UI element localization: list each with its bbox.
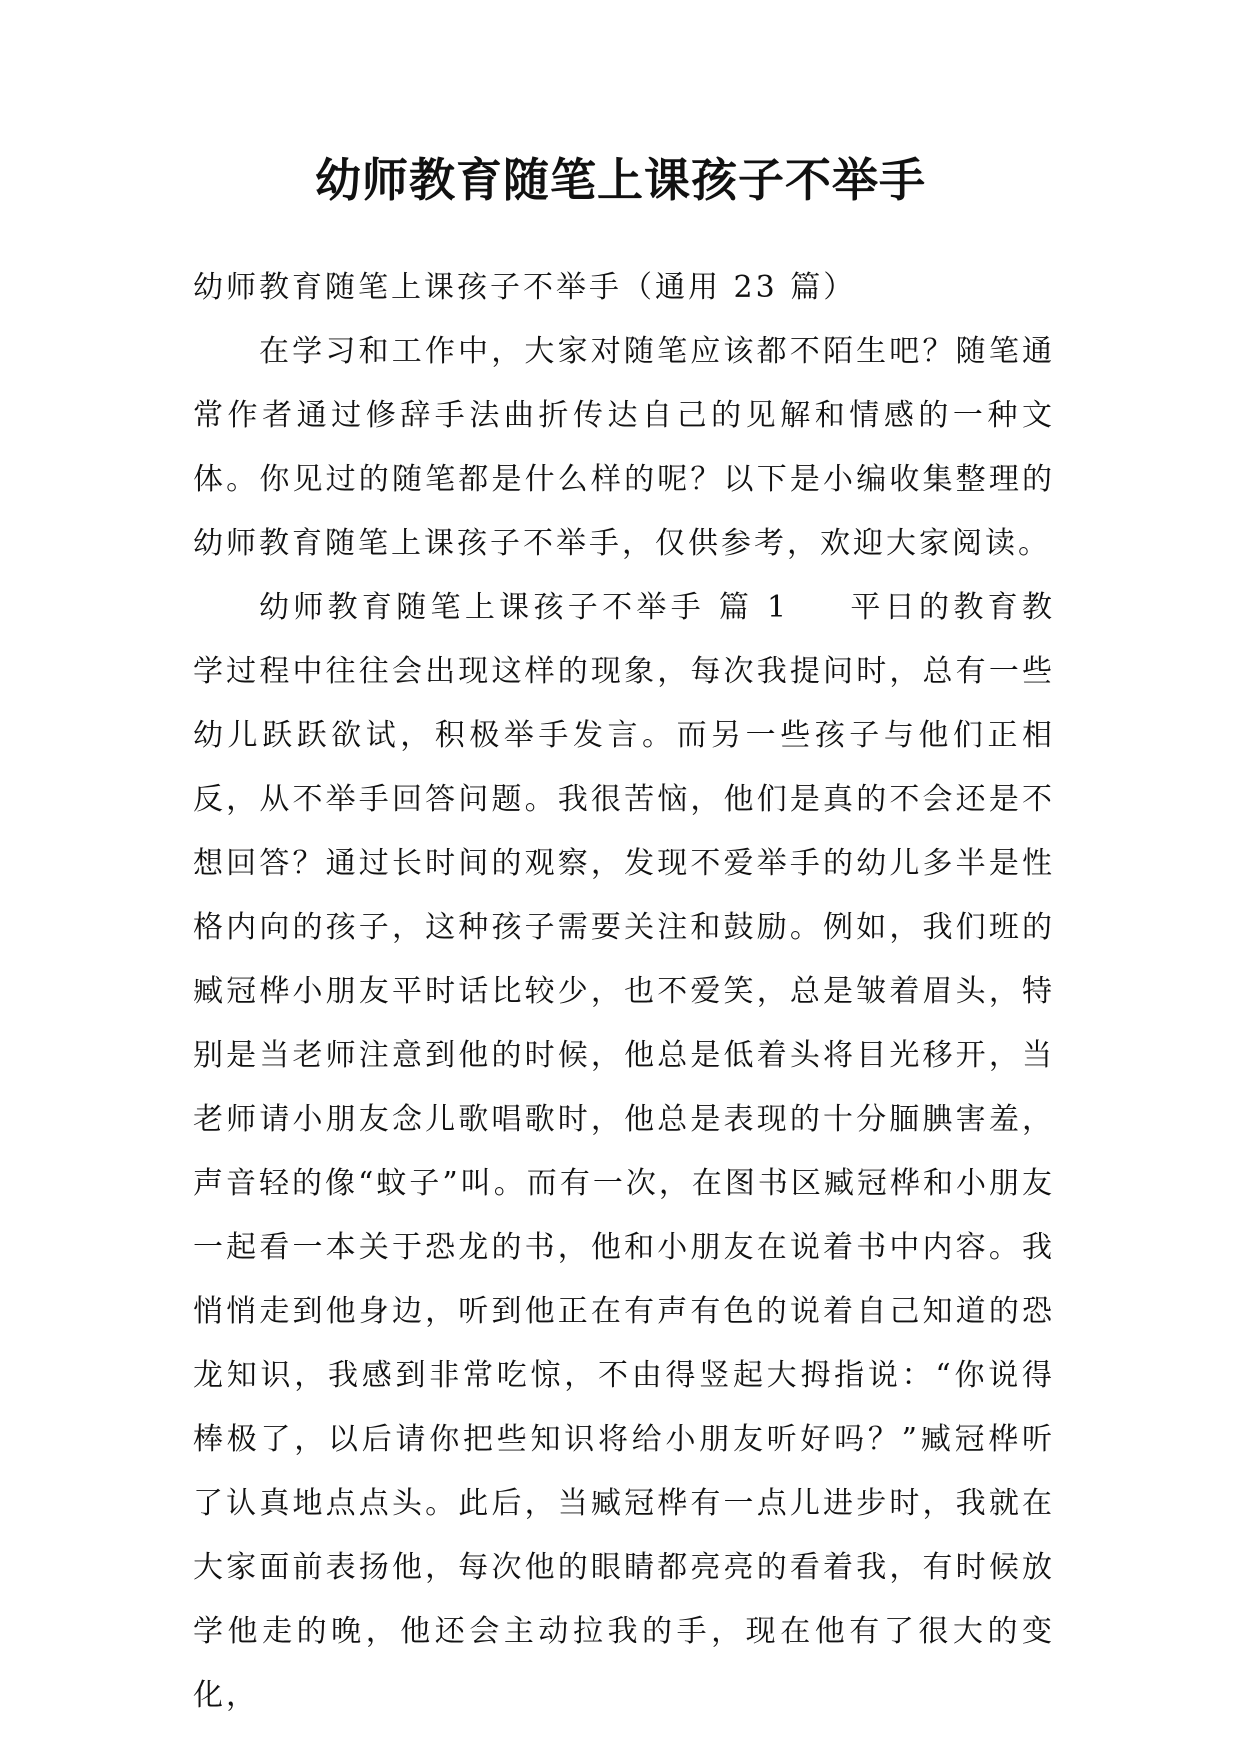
document-subtitle: 幼师教育随笔上课孩子不举手（通用 23 篇） xyxy=(193,270,857,305)
intro-paragraph: 在学习和工作中，大家对随笔应该都不陌生吧？随笔通常作者通过修辞手法曲折传达自己的见解和情感的一种文体。你见过的随笔都是什么样的呢？以下是小编收集整理的幼师教育随笔上课孩子不举手，仅供参考，欢迎大家阅读。 xyxy=(193,334,1055,561)
section-1-text: 平日的教育教学过程中往往会出现这样的现象，每次我提问时，总有一些幼儿跃跃欲试，积极举手发言。而另一些孩子与他们正相反，从不举手回答问题。我很苦恼，他们是真的不会还是不想回答？通过长时间的观察，发现不爱举手的幼儿多半是性格内向的孩子，这种孩子需要关注和鼓励。例如，我们班的臧冠桦小朋友平时话比较少，也不爱笑，总是皱着眉头，特别是当老师注意到他的时候，他总是低着头将目光移开，当老师请小朋友念儿歌唱歌时，他总是表现的十分腼腆害羞，声音轻的像“蚊子”叫。而有一次，在图书区臧冠桦和小朋友一起看一本关于恐龙的书，他和小朋友在说着书中内容。我悄悄走到他身边，听到他正在有声有色的说着自己知道的恐龙知识，我感到非常吃惊，不由得竖起大拇指说：“你说得棒极了，以后请你把些知识将给小朋友听好吗？”臧冠桦听了认真地点点头。此后，当臧冠桦有一点儿进步时，我就在大家面前表扬他，每次他的眼睛都亮亮的看着我，有时候放学他走的晚，他还会主动拉我的手，现在他有了很大的变化， xyxy=(193,590,1055,1713)
section-1-paragraph xyxy=(193,576,1055,1728)
section-1-heading: 幼师教育随笔上课孩子不举手 篇 1 xyxy=(259,590,790,625)
document-title: 幼师教育随笔上课孩子不举手 xyxy=(315,153,926,207)
document-body xyxy=(193,256,1055,1728)
